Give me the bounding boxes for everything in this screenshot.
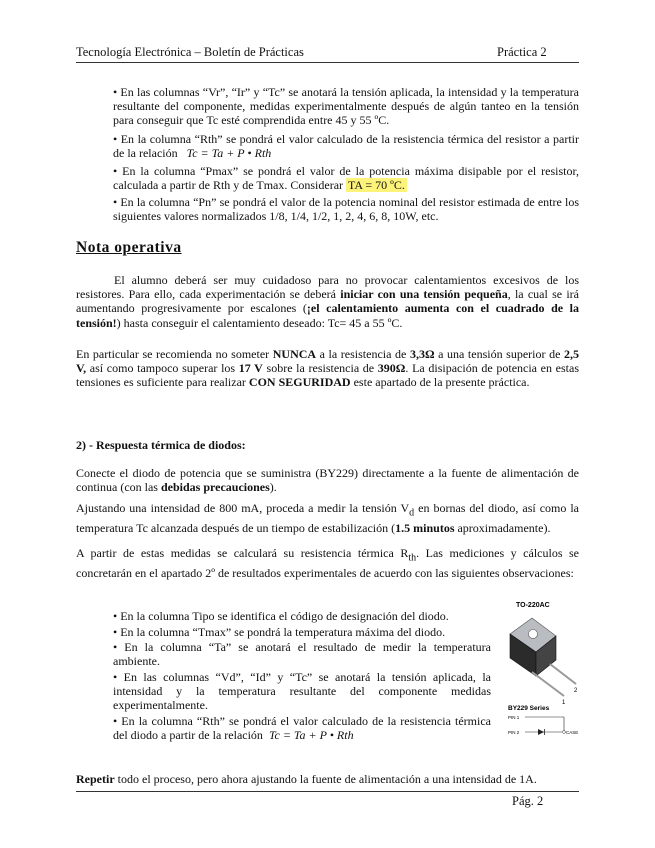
lead-2: [550, 664, 576, 684]
formula-rth-diode: Tc = Ta + P • Rth: [268, 728, 354, 743]
bullet-rth-diode: • En la columna “Rth” se pondrá el valor calculado de la resistencia térmica del diodo a partir de la relación Tc = Ta + P • Rth: [113, 714, 491, 743]
diode-package-diagram: [502, 600, 580, 750]
pin2-label: PIN 2: [508, 730, 520, 735]
lead-2-label: 2: [574, 688, 578, 694]
repeat-paragraph: Repetir todo el proceso, pero ahora ajustando la fuente de alimentación a una intensidad de 1A.: [76, 772, 537, 786]
header-right: Práctica 2: [497, 45, 547, 59]
lead-1-label: 1: [562, 700, 566, 706]
section2-title: 2) - Respuesta térmica de diodos:: [76, 438, 246, 452]
bullet-rth: • En la columna “Rth” se pondrá el valor calculado de la resistencia térmica del resistor a partir de la relación Tc = Ta + P • Rth: [113, 132, 579, 161]
header-rule: [76, 62, 579, 63]
lead-1: [532, 672, 564, 696]
bullet-ta: • En la columna “Ta” se anotará el resultado de medir la temperatura ambiente.: [113, 640, 491, 669]
pin1-label: PIN 1: [508, 715, 520, 720]
nota-paragraph-1: El alumno deberá ser muy cuidadoso para no provocar calentamientos excesivos de los resistores. Para ello, cada experimentación se deberá iniciar con una tensión pequeña, la cual se irá aumentando progresivamente por escalones (¡el calentamiento aumenta con el cuadrado de la tensión!) hasta conseguir el calentamiento deseado: Tc= 45 a 55 ºC.: [76, 273, 579, 330]
case-label: CASE: [566, 730, 579, 735]
formula-rth: Tc = Ta + P • Rth: [186, 146, 272, 161]
diode-symbol: [538, 729, 544, 735]
footer-rule: [76, 791, 579, 792]
highlight-ta: TA = 70 ºC.: [348, 178, 405, 193]
mounting-hole: [529, 630, 538, 639]
bullet-vr-ir-tc: • En las columnas “Vr”, “Ir” y “Tc” se anotará la tensión aplicada, la intensidad y la temperatura resultante del componente, medidas experimentalmente después de algún tanteo en la tensión para conseguir que Tc esté comprendida entre 45 y 55 ºC.: [113, 85, 579, 128]
bullet-tmax: • En la columna “Tmax” se pondrá la temperatura máxima del diodo.: [113, 625, 446, 639]
bullet-pmax: • En la columna “Pmax” se pondrá el valor de la potencia máxima disipable por el resistor, calculada a partir de Rth y de Tmax. Considerar TA = 70 ºC.: [113, 164, 579, 193]
package-label: TO-220AC: [516, 602, 550, 609]
bullet-pn: • En la columna “Pn” se pondrá el valor de la potencia nominal del resistor estimada de entre los siguientes valores normalizados 1/8, 1/4, 1/2, 1, 2, 4, 6, 8, 10W, etc.: [113, 195, 579, 224]
section2-paragraph-1: Conecte el diodo de potencia que se suministra (BY229) directamente a la fuente de alimentación de continua (con las debidas precauciones).: [76, 466, 579, 495]
case-node: [563, 731, 566, 734]
section2-paragraph-3: A partir de estas medidas se calculará su resistencia térmica $R_{th}$. Las mediciones y cálculos se concretarán en el apartado 2º de resultados experimentales de acuerdo con las siguientes observaciones:: [76, 546, 579, 580]
bullet-tipo: • En la columna Tipo se identifica el código de designación del diodo.: [113, 609, 449, 623]
bullet-vd-id-tc: • En las columnas “Vd”, “Id” y “Tc” se anotará la tensión aplicada, la intensidad y la temperatura resultante del componente medidas experimentalmente.: [113, 670, 491, 713]
nota-paragraph-2: En particular se recomienda no someter NUNCA a la resistencia de 3,3Ω a una tensión superior de 2,5 V, así como tampoco superar los 17 V sobre la resistencia de 390Ω. La disipación de potencia en estas tensiones es suficiente para realizar CON SEGURIDAD este apartado de la presente práctica.: [76, 347, 579, 390]
footer-page: Pág. 2: [512, 794, 544, 808]
section2-paragraph-2: Ajustando una intensidad de 800 mA, proceda a medir la tensión $V_d$ en bornas del diodo, así como la temperatura Tc alcanzada después de un tiempo de estabilización (1.5 minutos aproximadamente).: [76, 501, 580, 535]
series-label: BY229 Series: [508, 705, 550, 712]
nota-title: Nota operativa: [76, 239, 182, 256]
header-left: Tecnología Electrónica – Boletín de Prácticas: [76, 45, 304, 59]
